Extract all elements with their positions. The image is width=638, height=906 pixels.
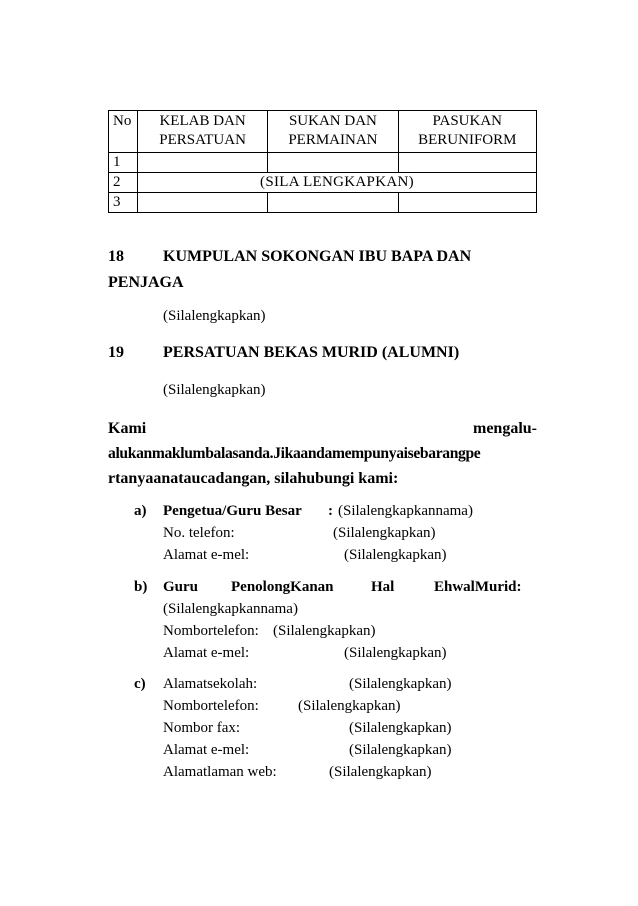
header-no: No [109,111,138,153]
contact-c-address-value: (Silalengkapkan) [349,676,452,692]
contact-c-phone-value: (Silalengkapkan) [298,698,401,714]
section-19-title: PERSATUAN BEKAS MURID (ALUMNI) [163,344,460,361]
contact-c-fax-value: (Silalengkapkan) [349,720,452,736]
section-18-number: 18 [108,248,124,265]
contact-b-title-word: Hal [371,579,395,595]
table-cell [268,193,398,213]
header-pasukan: PASUKAN BERUNIFORM [398,111,536,153]
section-18-title: KUMPULAN SOKONGAN IBU BAPA DAN [163,248,472,265]
contact-c-marker: c) [134,676,146,692]
contact-b-name-value: (Silalengkapkannama) [163,601,298,617]
contact-a-phone-value: (Silalengkapkan) [333,525,436,541]
header-kelab: KELAB DAN PERSATUAN [137,111,267,153]
table-cell [268,153,398,173]
table-cell [137,193,267,213]
header-sukan: SUKAN DAN PERMAINAN [268,111,398,153]
table-cell [137,153,267,173]
contact-b-title-word: PenolongKanan [231,579,334,595]
contact-b-phone-value: (Silalengkapkan) [273,623,376,639]
closing-line-2: alukanmaklumbalasanda.Jikaandamempunyaisebarangpe [108,445,481,462]
contact-c-web-label: Alamatlaman web: [163,764,277,780]
closing-line-1: Kami mengalu- [108,420,537,437]
merged-fill-cell: (SILA LENGKAPKAN) [137,173,536,193]
contact-c-phone-label: Nombortelefon: [163,698,259,714]
table-row [109,193,537,213]
section-19-note: (Silalengkapkan) [163,382,266,398]
row-number: 1 [109,153,138,173]
contact-a-colon: : [328,503,333,519]
contact-b-title-word: Guru [163,579,199,595]
contact-c-email-value: (Silalengkapkan) [349,742,452,758]
contact-c-fax-label: Nombor fax: [163,720,241,736]
contact-b-marker: b) [134,579,148,595]
contact-c-email-label: Alamat e-mel: [163,742,250,758]
section-19-number: 19 [108,344,124,361]
contact-a-title: Pengetua/Guru Besar [163,503,302,519]
row-number: 3 [109,193,138,213]
closing-line-3: rtanyaanataucadangan, silahubungi kami: [108,470,399,487]
contact-b-email-label: Alamat e-mel: [163,645,250,661]
contact-c-web-value: (Silalengkapkan) [329,764,432,780]
contact-a-phone-label: No. telefon: [163,525,235,541]
contact-c-address-label: Alamatsekolah: [163,676,258,692]
contact-a-name-value: (Silalengkapkannama) [338,503,473,519]
table-cell [398,153,536,173]
contact-b-email-value: (Silalengkapkan) [344,645,447,661]
row-number: 2 [109,173,138,193]
contact-a-email-value: (Silalengkapkan) [344,547,447,563]
contact-a-marker: a) [134,503,147,519]
contact-a-email-label: Alamat e-mel: [163,547,250,563]
contact-b-phone-label: Nombortelefon: [163,623,259,639]
table-cell [398,193,536,213]
contact-b-title-word: EhwalMurid: [434,579,522,595]
section-18-title-cont: PENJAGA [108,274,184,291]
table-row [109,173,537,193]
activities-table [108,110,537,213]
section-18-note: (Silalengkapkan) [163,308,266,324]
table-row [109,153,537,173]
table-header-row [109,111,537,153]
